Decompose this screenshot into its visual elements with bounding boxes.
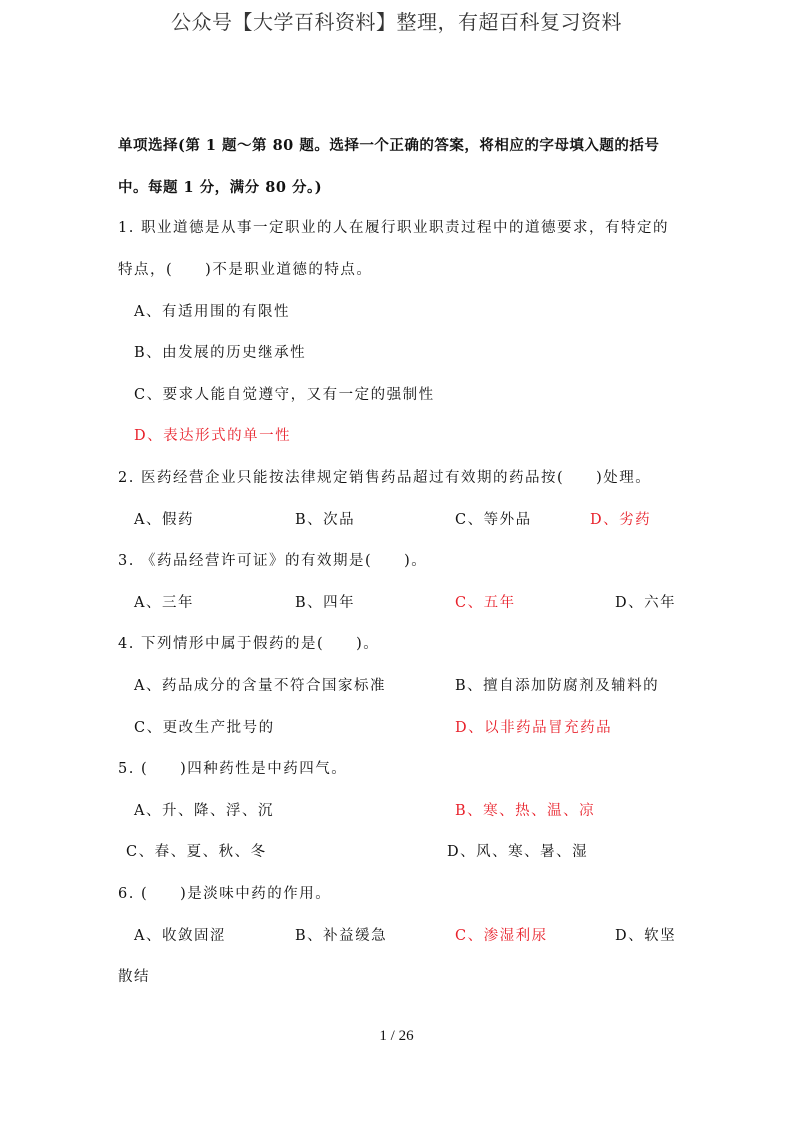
instructions-line-2: 中。每题 1 分，满分 80 分。) [118, 179, 323, 196]
q2-option-a: A、假药 [134, 512, 194, 528]
q3-option-a: A、三年 [134, 595, 194, 611]
q4-option-b: B、擅自添加防腐剂及辅料的 [455, 678, 660, 694]
q6-option-d: D、软坚 [615, 928, 677, 944]
question-3-text: 3. 《药品经营许可证》的有效期是( )。 [118, 553, 428, 569]
question-2-text: 2. 医药经营企业只能按法律规定销售药品超过有效期的药品按( )处理。 [118, 470, 652, 486]
q4-option-a: A、药品成分的含量不符合国家标准 [134, 678, 386, 694]
q5-option-c: C、春、夏、秋、冬 [126, 844, 267, 860]
question-1-text-cont: 特点，( )不是职业道德的特点。 [118, 262, 373, 278]
q6-option-a: A、收敛固涩 [134, 928, 226, 944]
q1-option-a: A、有适用围的有限性 [134, 304, 290, 320]
page-header: 公众号【大学百科资料】整理，有超百科复习资料 [171, 10, 622, 34]
q1-option-b: B、由发展的历史继承性 [134, 345, 307, 361]
q6-option-d-cont: 散结 [118, 969, 150, 985]
question-5-text: 5. ( )四种药性是中药四气。 [118, 761, 348, 777]
q1-option-c: C、要求人能自觉遵守，又有一定的强制性 [134, 387, 435, 403]
question-4-text: 4. 下列情形中属于假药的是( )。 [118, 636, 380, 652]
q4-option-c: C、更改生产批号的 [134, 720, 275, 736]
q3-option-d: D、六年 [615, 595, 677, 611]
q5-option-b-answer: B、寒、热、温、凉 [455, 803, 596, 819]
q4-option-d-answer: D、以非药品冒充药品 [455, 720, 613, 736]
q6-option-c-answer: C、渗湿利尿 [455, 928, 548, 944]
page-number: 1 / 26 [379, 1028, 414, 1044]
q5-option-a: A、升、降、浮、沉 [134, 803, 274, 819]
question-1-text: 1. 职业道德是从事一定职业的人在履行职业职责过程中的道德要求，有特定的 [118, 220, 669, 236]
q1-option-d-answer: D、表达形式的单一性 [134, 428, 292, 444]
q2-option-b: B、次品 [295, 512, 356, 528]
q3-option-c-answer: C、五年 [455, 595, 516, 611]
q2-option-c: C、等外品 [455, 512, 532, 528]
q2-option-d-answer: D、劣药 [590, 512, 652, 528]
q6-option-b: B、补益缓急 [295, 928, 388, 944]
q5-option-d: D、风、寒、暑、湿 [447, 844, 589, 860]
question-6-text: 6. ( )是淡味中药的作用。 [118, 886, 332, 902]
instructions-line-1: 单项选择(第 1 题～第 80 题。选择一个正确的答案，将相应的字母填入题的括号 [118, 137, 660, 154]
q3-option-b: B、四年 [295, 595, 356, 611]
